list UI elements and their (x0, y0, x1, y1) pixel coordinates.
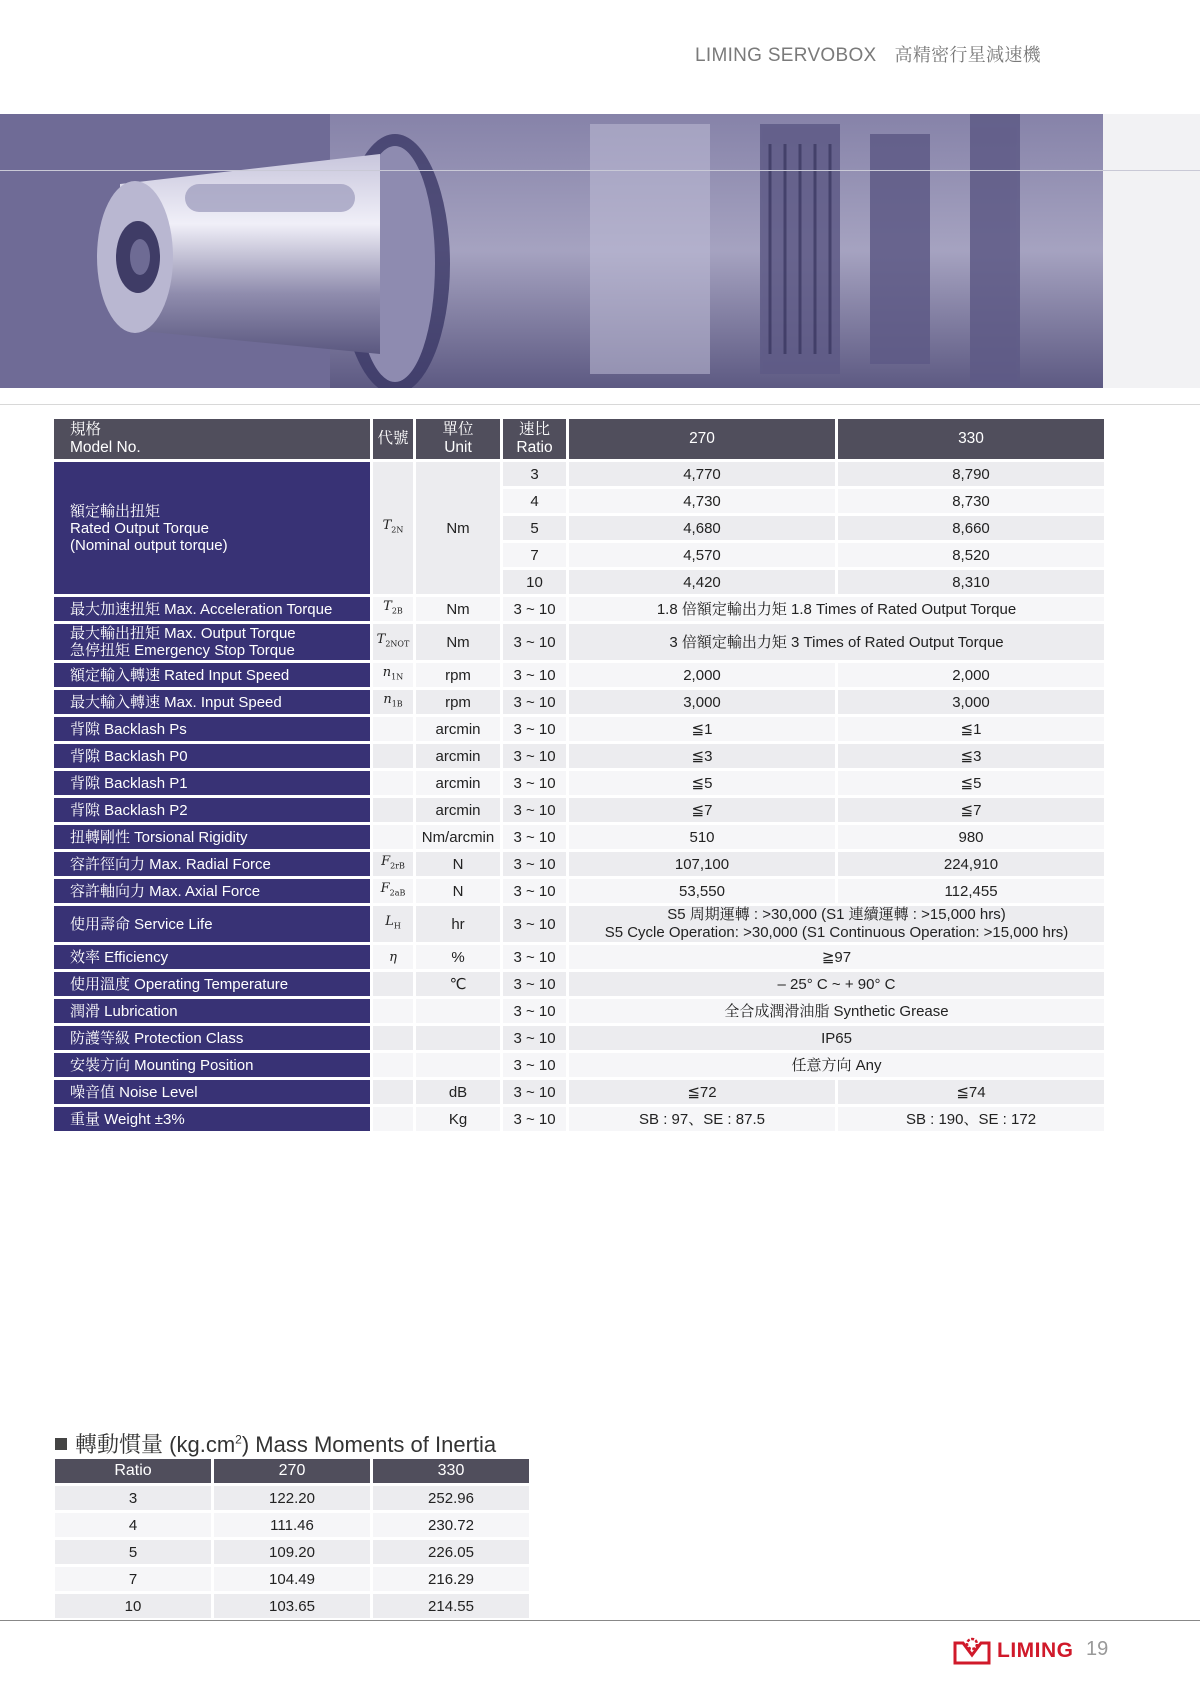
unit-cell: dB (416, 1080, 500, 1104)
value-cell: 2,000 (838, 663, 1104, 687)
symbol-cell (373, 744, 413, 768)
table-row (54, 771, 1104, 795)
value-cell: 8,310 (838, 570, 1104, 594)
rated-torque-symbol: $T_{2N}$ (373, 462, 413, 594)
backlash-p1-label: 背隙 Backlash P1 (54, 771, 370, 795)
value-cell: ≦3 (569, 744, 835, 768)
weight-label: 重量 Weight ±3% (54, 1107, 370, 1131)
max-speed-label: 最大輸入轉速 Max. Input Speed (54, 690, 370, 714)
symbol-cell (373, 825, 413, 849)
unit-cell: rpm (416, 690, 500, 714)
value-cell: 8,520 (838, 543, 1104, 567)
value-cell: 4,730 (569, 489, 835, 513)
value-cell: IP65 (569, 1026, 1104, 1050)
unit-cell: hr (416, 906, 500, 942)
axial-force-symbol: $F_{2aB}$ (373, 879, 413, 903)
inertia-header-330: 330 (373, 1459, 529, 1483)
table-row (54, 462, 1104, 486)
header-model: 規格 Model No. (54, 419, 370, 459)
banner-divider-line (0, 170, 1200, 171)
table-row (54, 999, 1104, 1023)
value-cell: 2,000 (569, 663, 835, 687)
table-row (54, 906, 1104, 942)
temperature-label: 使用溫度 Operating Temperature (54, 972, 370, 996)
value-cell: 3,000 (838, 690, 1104, 714)
page-number: 19 (1086, 1638, 1109, 1660)
max-accel-label: 最大加速扭矩 Max. Acceleration Torque (54, 597, 370, 621)
header-code: 代號 (373, 419, 413, 459)
unit-cell: rpm (416, 663, 500, 687)
efficiency-symbol: η (373, 945, 413, 969)
table-row (55, 1486, 529, 1510)
unit-cell: Nm/arcmin (416, 825, 500, 849)
service-life-symbol: $L_H$ (373, 906, 413, 942)
section-divider (0, 404, 1200, 405)
value-cell: 122.20 (214, 1486, 370, 1510)
table-row (54, 798, 1104, 822)
ratio-cell: 4 (55, 1513, 211, 1537)
ratio-cell: 4 (503, 489, 566, 513)
table-row (54, 945, 1104, 969)
value-cell: 224,910 (838, 852, 1104, 876)
ratio-cell: 3 ~ 10 (503, 945, 566, 969)
backlash-p0-label: 背隙 Backlash P0 (54, 744, 370, 768)
service-life-label: 使用壽命 Service Life (54, 906, 370, 942)
table-row (54, 624, 1104, 660)
ratio-cell: 3 ~ 10 (503, 906, 566, 942)
mounting-label: 安裝方向 Mounting Position (54, 1053, 370, 1077)
page-header (695, 41, 1041, 67)
unit-cell: % (416, 945, 500, 969)
value-cell: 8,730 (838, 489, 1104, 513)
protection-label: 防護等級 Protection Class (54, 1026, 370, 1050)
symbol-cell (373, 1107, 413, 1131)
symbol-cell (373, 717, 413, 741)
header-model-270: 270 (569, 419, 835, 459)
ratio-cell: 3 ~ 10 (503, 1080, 566, 1104)
ratio-cell: 3 ~ 10 (503, 717, 566, 741)
value-cell: 3 倍額定輸出力矩 3 Times of Rated Output Torque (569, 624, 1104, 660)
rated-speed-symbol: $n_{1N}$ (373, 663, 413, 687)
value-cell: ≦5 (569, 771, 835, 795)
ratio-cell: 3 ~ 10 (503, 999, 566, 1023)
max-accel-symbol: $T_{2B}$ (373, 597, 413, 621)
specification-table (51, 416, 1107, 1134)
ratio-cell: 5 (55, 1540, 211, 1564)
table-row (54, 663, 1104, 687)
ratio-cell: 5 (503, 516, 566, 540)
unit-cell: Kg (416, 1107, 500, 1131)
table-row (54, 825, 1104, 849)
ratio-cell: 3 (55, 1486, 211, 1510)
max-output-label: 最大輸出扭矩 Max. Output Torque 急停扭矩 Emergency Stop Torque (54, 624, 370, 660)
backlash-p2-label: 背隙 Backlash P2 (54, 798, 370, 822)
value-cell: ≧97 (569, 945, 1104, 969)
gearbox-illustration (0, 114, 1103, 388)
ratio-cell: 3 ~ 10 (503, 771, 566, 795)
noise-label: 噪音值 Noise Level (54, 1080, 370, 1104)
ratio-cell: 10 (55, 1594, 211, 1618)
value-cell: 4,570 (569, 543, 835, 567)
ratio-cell: 7 (55, 1567, 211, 1591)
value-cell: ≦1 (569, 717, 835, 741)
table-row (54, 690, 1104, 714)
table-row (54, 744, 1104, 768)
max-output-symbol: $T_{2NOT}$ (373, 624, 413, 660)
value-cell: 252.96 (373, 1486, 529, 1510)
radial-force-label: 容許徑向力 Max. Radial Force (54, 852, 370, 876)
value-cell: S5 周期運轉 : >30,000 (S1 連續運轉 : >15,000 hrs) S5 Cycle Operation: >30,000 (S1 Continuous Operation: >15,000 hrs) (569, 906, 1104, 942)
ratio-cell: 3 ~ 10 (503, 852, 566, 876)
unit-cell: Nm (416, 597, 500, 621)
rated-torque-unit: Nm (416, 462, 500, 594)
symbol-cell (373, 972, 413, 996)
value-cell: 103.65 (214, 1594, 370, 1618)
table-row (54, 1080, 1104, 1104)
ratio-cell: 3 ~ 10 (503, 597, 566, 621)
ratio-cell: 3 ~ 10 (503, 825, 566, 849)
unit-cell (416, 999, 500, 1023)
value-cell: 8,660 (838, 516, 1104, 540)
inertia-header-row (55, 1459, 529, 1483)
value-cell: 107,100 (569, 852, 835, 876)
ratio-cell: 3 ~ 10 (503, 690, 566, 714)
value-cell: 226.05 (373, 1540, 529, 1564)
ratio-cell: 3 ~ 10 (503, 1053, 566, 1077)
value-cell: ≦5 (838, 771, 1104, 795)
brand-name: LIMING SERVOBOX (695, 45, 877, 66)
value-cell: ≦7 (569, 798, 835, 822)
symbol-cell (373, 1053, 413, 1077)
value-cell: 216.29 (373, 1567, 529, 1591)
header-ratio: 速比 Ratio (503, 419, 566, 459)
header-unit: 單位 Unit (416, 419, 500, 459)
table-row (54, 879, 1104, 903)
value-cell: ≦1 (838, 717, 1104, 741)
unit-cell (416, 1053, 500, 1077)
table-row (54, 597, 1104, 621)
value-cell: 4,420 (569, 570, 835, 594)
table-row (54, 1026, 1104, 1050)
value-cell: 4,770 (569, 462, 835, 486)
unit-cell: N (416, 852, 500, 876)
table-row (54, 1107, 1104, 1131)
value-cell: ≦3 (838, 744, 1104, 768)
value-cell: 104.49 (214, 1567, 370, 1591)
value-cell: SB : 97、SE : 87.5 (569, 1107, 835, 1131)
value-cell: 230.72 (373, 1513, 529, 1537)
torsional-label: 扭轉剛性 Torsional Rigidity (54, 825, 370, 849)
value-cell: 全合成潤滑油脂 Synthetic Grease (569, 999, 1104, 1023)
unit-cell: arcmin (416, 717, 500, 741)
table-row (54, 852, 1104, 876)
banner-side-strip (1103, 114, 1200, 388)
value-cell: 980 (838, 825, 1104, 849)
table-row (55, 1540, 529, 1564)
radial-force-symbol: $F_{2rB}$ (373, 852, 413, 876)
value-cell: 53,550 (569, 879, 835, 903)
unit-cell: arcmin (416, 771, 500, 795)
ratio-cell: 3 ~ 10 (503, 744, 566, 768)
value-cell: 112,455 (838, 879, 1104, 903)
liming-logo (953, 1637, 1074, 1665)
unit-cell: arcmin (416, 798, 500, 822)
unit-cell: arcmin (416, 744, 500, 768)
footer-divider (0, 1620, 1200, 1621)
rated-torque-label: 額定輸出扭矩 Rated Output Torque (Nominal output torque) (54, 462, 370, 594)
symbol-cell (373, 798, 413, 822)
value-cell: 510 (569, 825, 835, 849)
table-row (54, 1053, 1104, 1077)
symbol-cell (373, 999, 413, 1023)
table-row (54, 972, 1104, 996)
header-model-330: 330 (838, 419, 1104, 459)
value-cell: 3,000 (569, 690, 835, 714)
ratio-cell: 3 (503, 462, 566, 486)
liming-logo-icon (953, 1637, 991, 1665)
ratio-cell: 3 ~ 10 (503, 624, 566, 660)
brand-subtitle: 高精密行星減速機 (894, 45, 1041, 66)
unit-cell (416, 1026, 500, 1050)
logo-text: LIMING (997, 1639, 1074, 1662)
inertia-table (52, 1456, 532, 1621)
inertia-section-title: 轉動慣量 $(kg.cm^2)$ Mass Moments of Inertia (55, 1428, 496, 1459)
unit-cell: N (416, 879, 500, 903)
value-cell: 109.20 (214, 1540, 370, 1564)
symbol-cell (373, 771, 413, 795)
table-row (55, 1567, 529, 1591)
ratio-cell: 10 (503, 570, 566, 594)
value-cell: 1.8 倍額定輸出力矩 1.8 Times of Rated Output Torque (569, 597, 1104, 621)
unit-cell: ℃ (416, 972, 500, 996)
ratio-cell: 3 ~ 10 (503, 972, 566, 996)
table-row (54, 717, 1104, 741)
value-cell: SB : 190、SE : 172 (838, 1107, 1104, 1131)
value-cell: ≦74 (838, 1080, 1104, 1104)
value-cell: ≦72 (569, 1080, 835, 1104)
bullet-square-icon (55, 1438, 67, 1450)
inertia-header-ratio: Ratio (55, 1459, 211, 1483)
value-cell: 4,680 (569, 516, 835, 540)
ratio-cell: 3 ~ 10 (503, 1107, 566, 1131)
ratio-cell: 3 ~ 10 (503, 879, 566, 903)
symbol-cell (373, 1026, 413, 1050)
ratio-cell: 3 ~ 10 (503, 663, 566, 687)
table-row (55, 1513, 529, 1537)
inertia-header-270: 270 (214, 1459, 370, 1483)
value-cell: 111.46 (214, 1513, 370, 1537)
backlash-ps-label: 背隙 Backlash Ps (54, 717, 370, 741)
lubrication-label: 潤滑 Lubrication (54, 999, 370, 1023)
symbol-cell (373, 1080, 413, 1104)
value-cell: 214.55 (373, 1594, 529, 1618)
ratio-cell: 3 ~ 10 (503, 798, 566, 822)
spec-header-row (54, 419, 1104, 459)
value-cell: 8,790 (838, 462, 1104, 486)
value-cell: ≦7 (838, 798, 1104, 822)
product-banner-image (0, 114, 1103, 388)
unit-cell: Nm (416, 624, 500, 660)
ratio-cell: 3 ~ 10 (503, 1026, 566, 1050)
rated-speed-label: 額定輸入轉速 Rated Input Speed (54, 663, 370, 687)
efficiency-label: 效率 Efficiency (54, 945, 370, 969)
value-cell: 任意方向 Any (569, 1053, 1104, 1077)
value-cell: – 25° C ~ + 90° C (569, 972, 1104, 996)
axial-force-label: 容許軸向力 Max. Axial Force (54, 879, 370, 903)
ratio-cell: 7 (503, 543, 566, 567)
table-row (55, 1594, 529, 1618)
max-speed-symbol: $n_{1B}$ (373, 690, 413, 714)
